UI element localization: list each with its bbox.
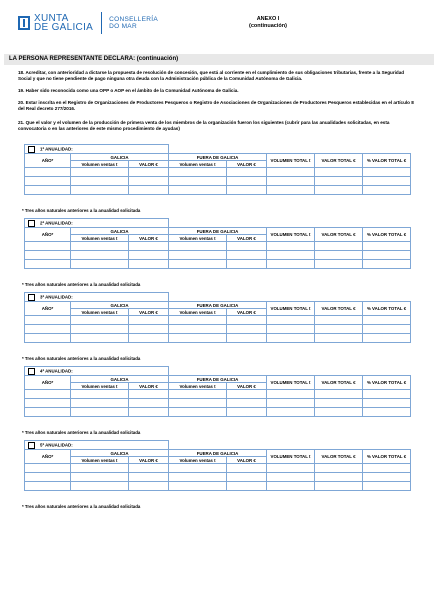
data-cell[interactable] — [129, 260, 169, 269]
data-cell[interactable] — [129, 390, 169, 399]
anualidad-label: 3ª ANUALIDAD: — [40, 294, 73, 300]
fuera-valor-header: VALOR € — [227, 309, 267, 316]
data-cell[interactable] — [267, 334, 315, 343]
data-cell[interactable] — [25, 482, 71, 491]
data-cell[interactable] — [363, 177, 411, 186]
fuera-volumen-header: Volumen ventas t — [169, 383, 227, 390]
table-row — [25, 464, 411, 473]
data-cell[interactable] — [315, 464, 363, 473]
data-cell[interactable] — [363, 390, 411, 399]
data-cell[interactable] — [71, 325, 129, 334]
data-cell[interactable] — [169, 399, 227, 408]
data-cell[interactable] — [315, 473, 363, 482]
pct-valor-total-header: % VALOR TOTAL € — [363, 302, 411, 316]
data-cell[interactable] — [25, 325, 71, 334]
galicia-volumen-header: Volumen ventas t — [71, 309, 129, 316]
data-cell[interactable] — [315, 177, 363, 186]
data-cell[interactable] — [25, 242, 71, 251]
anualidad-block — [24, 366, 410, 417]
anualidad-block — [24, 292, 410, 343]
data-cell[interactable] — [267, 260, 315, 269]
data-cell[interactable] — [363, 260, 411, 269]
fuera-valor-header: VALOR € — [227, 457, 267, 464]
data-cell[interactable] — [315, 334, 363, 343]
pct-valor-total-header: % VALOR TOTAL € — [363, 228, 411, 242]
table-row — [25, 334, 411, 343]
data-cell[interactable] — [363, 242, 411, 251]
galicia-valor-header: VALOR € — [129, 383, 169, 390]
data-cell[interactable] — [227, 464, 267, 473]
data-cell[interactable] — [227, 473, 267, 482]
data-cell[interactable] — [71, 408, 129, 417]
galicia-volumen-header: Volumen ventas t — [71, 457, 129, 464]
data-cell[interactable] — [71, 251, 129, 260]
data-cell[interactable] — [315, 316, 363, 325]
data-cell[interactable] — [129, 251, 169, 260]
logo-line-2: DE GALICIA — [34, 22, 94, 33]
galicia-volumen-header: Volumen ventas t — [71, 235, 129, 242]
data-cell[interactable] — [267, 482, 315, 491]
anualidad-block — [24, 440, 410, 491]
data-cell[interactable] — [267, 325, 315, 334]
data-cell[interactable] — [267, 399, 315, 408]
data-cell[interactable] — [169, 390, 227, 399]
volumen-total-header: VOLUMEN TOTAL t — [267, 154, 315, 168]
anualidad-title-cell — [25, 441, 169, 450]
data-cell[interactable] — [267, 251, 315, 260]
volumen-total-header: VOLUMEN TOTAL t — [267, 302, 315, 316]
data-cell[interactable] — [129, 464, 169, 473]
logo-divider — [101, 12, 102, 34]
data-cell[interactable] — [267, 316, 315, 325]
fuera-galicia-header: FUERA DE GALICIA — [169, 450, 267, 457]
conselleria-line-1: CONSELLERÍA — [109, 16, 158, 23]
data-cell[interactable] — [363, 464, 411, 473]
anualidad-title-cell — [25, 293, 169, 302]
data-cell[interactable] — [71, 334, 129, 343]
xunta-logo — [18, 12, 158, 34]
galicia-header: GALICIA — [71, 376, 169, 383]
data-cell[interactable] — [267, 464, 315, 473]
fuera-galicia-header: FUERA DE GALICIA — [169, 228, 267, 235]
data-cell[interactable] — [169, 464, 227, 473]
anualidad-title-cell — [25, 145, 169, 154]
data-cell[interactable] — [227, 186, 267, 195]
data-cell[interactable] — [129, 482, 169, 491]
anexo-subtitle: (continuación) — [249, 23, 287, 29]
data-cell[interactable] — [71, 399, 129, 408]
data-cell[interactable] — [71, 390, 129, 399]
galicia-valor-header: VALOR € — [129, 457, 169, 464]
data-cell[interactable] — [25, 390, 71, 399]
data-cell[interactable] — [25, 168, 71, 177]
data-cell[interactable] — [267, 186, 315, 195]
table-row — [25, 399, 411, 408]
data-cell[interactable] — [25, 399, 71, 408]
data-cell[interactable] — [315, 168, 363, 177]
xunta-emblem-icon — [18, 16, 30, 30]
data-cell[interactable] — [363, 399, 411, 408]
conselleria-line-2: DO MAR — [109, 23, 137, 30]
data-cell[interactable] — [227, 251, 267, 260]
data-cell[interactable] — [169, 408, 227, 417]
fuera-valor-header: VALOR € — [227, 161, 267, 168]
table-row — [25, 177, 411, 186]
data-cell[interactable] — [71, 168, 129, 177]
galicia-header: GALICIA — [71, 450, 169, 457]
data-cell[interactable] — [363, 186, 411, 195]
anexo-heading — [228, 16, 308, 30]
document-header — [18, 12, 428, 46]
anualidad-label: 4ª ANUALIDAD: — [40, 368, 73, 374]
table-row — [25, 242, 411, 251]
data-cell[interactable] — [129, 325, 169, 334]
data-cell[interactable] — [25, 408, 71, 417]
data-cell[interactable] — [227, 242, 267, 251]
anexo-title: ANEXO I — [256, 16, 280, 22]
data-cell[interactable] — [25, 473, 71, 482]
data-cell[interactable] — [315, 186, 363, 195]
volumen-total-header: VOLUMEN TOTAL t — [267, 228, 315, 242]
data-cell[interactable] — [129, 168, 169, 177]
data-cell[interactable] — [25, 464, 71, 473]
data-cell[interactable] — [129, 177, 169, 186]
fuera-valor-header: VALOR € — [227, 383, 267, 390]
data-cell[interactable] — [227, 482, 267, 491]
data-cell[interactable] — [71, 177, 129, 186]
fuera-valor-header: VALOR € — [227, 235, 267, 242]
production-table — [24, 144, 411, 195]
data-cell[interactable] — [129, 408, 169, 417]
anualidad-label: 1ª ANUALIDAD: — [40, 146, 73, 152]
fuera-volumen-header: Volumen ventas t — [169, 161, 227, 168]
data-cell[interactable] — [25, 260, 71, 269]
production-table — [24, 292, 411, 343]
data-cell[interactable] — [71, 473, 129, 482]
anualidad-block — [24, 218, 410, 269]
data-cell[interactable] — [129, 242, 169, 251]
logo-line-1: XUNTA — [34, 13, 69, 24]
valor-total-header: VALOR TOTAL € — [315, 376, 363, 390]
galicia-valor-header: VALOR € — [129, 161, 169, 168]
declaration-20: 20. Estar inscrita en el Registro de Organizaciones de Productores Pesqueros o Registro de Asociaciones de Organizaciones de Productores Pesqueros establecidas en el artículo 8 del Real decreto 277/2016. — [18, 100, 414, 111]
declaration-19: 19. Haber sido reconocida como una OPP o AOP en el ámbito de la Comunidad Autónoma de Galicia. — [18, 88, 239, 93]
pct-valor-total-header: % VALOR TOTAL € — [363, 154, 411, 168]
galicia-volumen-header: Volumen ventas t — [71, 161, 129, 168]
table-row — [25, 186, 411, 195]
data-cell[interactable] — [129, 186, 169, 195]
data-cell[interactable] — [227, 177, 267, 186]
fuera-volumen-header: Volumen ventas t — [169, 309, 227, 316]
data-cell[interactable] — [169, 251, 227, 260]
data-cell[interactable] — [227, 168, 267, 177]
data-cell[interactable] — [315, 390, 363, 399]
data-cell[interactable] — [169, 186, 227, 195]
year-header: AÑO* — [25, 154, 71, 168]
pct-valor-total-header: % VALOR TOTAL € — [363, 450, 411, 464]
data-cell[interactable] — [169, 325, 227, 334]
data-cell[interactable] — [267, 408, 315, 417]
footnote: * Tres años naturales anteriores a la anualidad solicitada — [22, 430, 141, 435]
data-cell[interactable] — [315, 251, 363, 260]
data-cell[interactable] — [363, 334, 411, 343]
anualidad-checkbox[interactable] — [28, 220, 35, 227]
data-cell[interactable] — [363, 316, 411, 325]
data-cell[interactable] — [169, 168, 227, 177]
anualidad-label: 2ª ANUALIDAD: — [40, 220, 73, 226]
data-cell[interactable] — [227, 399, 267, 408]
anualidad-title-cell — [25, 367, 169, 376]
data-cell[interactable] — [25, 186, 71, 195]
data-cell[interactable] — [267, 473, 315, 482]
valor-total-header: VALOR TOTAL € — [315, 154, 363, 168]
footnote: * Tres años naturales anteriores a la anualidad solicitada — [22, 356, 141, 361]
pct-valor-total-header: % VALOR TOTAL € — [363, 376, 411, 390]
data-cell[interactable] — [71, 242, 129, 251]
data-cell[interactable] — [129, 399, 169, 408]
data-cell[interactable] — [169, 473, 227, 482]
data-cell[interactable] — [315, 399, 363, 408]
declaration-18: 18. Acreditar, con anterioridad a dictarse la propuesta de resolución de concesión, que está al corriente en el cumplimiento de sus obligaciones tributarias, frente a la Seguridad Social y que no tiene pendiente de pago ninguna otra deuda con la Administración pública de la Comunidad Autónoma de Galicia. — [18, 70, 405, 81]
data-cell[interactable] — [129, 316, 169, 325]
data-cell[interactable] — [169, 260, 227, 269]
table-row — [25, 325, 411, 334]
data-cell[interactable] — [363, 408, 411, 417]
data-cell[interactable] — [71, 464, 129, 473]
galicia-header: GALICIA — [71, 154, 169, 161]
year-header: AÑO* — [25, 376, 71, 390]
anualidad-checkbox[interactable] — [28, 294, 35, 301]
data-cell[interactable] — [129, 473, 169, 482]
data-cell[interactable] — [25, 316, 71, 325]
data-cell[interactable] — [315, 482, 363, 491]
footnote: * Tres años naturales anteriores a la anualidad solicitada — [22, 208, 141, 213]
data-cell[interactable] — [169, 334, 227, 343]
data-cell[interactable] — [267, 168, 315, 177]
fuera-galicia-header: FUERA DE GALICIA — [169, 376, 267, 383]
year-header: AÑO* — [25, 302, 71, 316]
production-table — [24, 366, 411, 417]
data-cell[interactable] — [169, 242, 227, 251]
data-cell[interactable] — [71, 186, 129, 195]
table-row — [25, 473, 411, 482]
valor-total-header: VALOR TOTAL € — [315, 450, 363, 464]
data-cell[interactable] — [227, 408, 267, 417]
fuera-volumen-header: Volumen ventas t — [169, 235, 227, 242]
valor-total-header: VALOR TOTAL € — [315, 228, 363, 242]
data-cell[interactable] — [315, 242, 363, 251]
valor-total-header: VALOR TOTAL € — [315, 302, 363, 316]
data-cell[interactable] — [25, 251, 71, 260]
data-cell[interactable] — [25, 177, 71, 186]
table-row — [25, 482, 411, 491]
data-cell[interactable] — [363, 482, 411, 491]
data-cell[interactable] — [363, 473, 411, 482]
data-cell[interactable] — [71, 260, 129, 269]
production-table — [24, 440, 411, 491]
section-band: LA PERSONA REPRESENTANTE DECLARA: (continuación) — [4, 54, 434, 65]
data-cell[interactable] — [227, 260, 267, 269]
fuera-volumen-header: Volumen ventas t — [169, 457, 227, 464]
galicia-header: GALICIA — [71, 228, 169, 235]
data-cell[interactable] — [71, 316, 129, 325]
data-cell[interactable] — [169, 316, 227, 325]
footnote: * Tres años naturales anteriores a la anualidad solicitada — [22, 282, 141, 287]
declaration-21: 21. Que el valor y el volumen de la producción de primera venta de los miembros de la organización fueron los siguientes (cubrir para las anualidades solicitadas, en esta convocatoria o en las anteriores de este mismo procedimiento de ayudas) — [18, 120, 390, 131]
data-cell[interactable] — [169, 177, 227, 186]
galicia-volumen-header: Volumen ventas t — [71, 383, 129, 390]
footnote: * Tres años naturales anteriores a la anualidad solicitada — [22, 504, 141, 509]
volumen-total-header: VOLUMEN TOTAL t — [267, 376, 315, 390]
data-cell[interactable] — [363, 325, 411, 334]
data-cell[interactable] — [267, 242, 315, 251]
data-cell[interactable] — [315, 325, 363, 334]
data-cell[interactable] — [169, 482, 227, 491]
data-cell[interactable] — [227, 334, 267, 343]
data-cell[interactable] — [227, 325, 267, 334]
production-table — [24, 218, 411, 269]
fuera-galicia-header: FUERA DE GALICIA — [169, 154, 267, 161]
galicia-valor-header: VALOR € — [129, 309, 169, 316]
galicia-valor-header: VALOR € — [129, 235, 169, 242]
table-row — [25, 316, 411, 325]
fuera-galicia-header: FUERA DE GALICIA — [169, 302, 267, 309]
anualidad-block — [24, 144, 410, 195]
data-cell[interactable] — [267, 177, 315, 186]
year-header: AÑO* — [25, 228, 71, 242]
table-row — [25, 260, 411, 269]
volumen-total-header: VOLUMEN TOTAL t — [267, 450, 315, 464]
data-cell[interactable] — [315, 260, 363, 269]
data-cell[interactable] — [227, 316, 267, 325]
data-cell[interactable] — [363, 251, 411, 260]
anualidad-checkbox[interactable] — [28, 368, 35, 375]
anualidad-checkbox[interactable] — [28, 146, 35, 153]
anualidad-title-cell — [25, 219, 169, 228]
anualidad-label: 5ª ANUALIDAD: — [40, 442, 73, 448]
data-cell[interactable] — [267, 390, 315, 399]
table-row — [25, 251, 411, 260]
data-cell[interactable] — [227, 390, 267, 399]
table-row — [25, 168, 411, 177]
year-header: AÑO* — [25, 450, 71, 464]
data-cell[interactable] — [363, 168, 411, 177]
table-row — [25, 390, 411, 399]
table-row — [25, 408, 411, 417]
galicia-header: GALICIA — [71, 302, 169, 309]
data-cell[interactable] — [315, 408, 363, 417]
anualidad-checkbox[interactable] — [28, 442, 35, 449]
data-cell[interactable] — [71, 482, 129, 491]
data-cell[interactable] — [25, 334, 71, 343]
data-cell[interactable] — [129, 334, 169, 343]
